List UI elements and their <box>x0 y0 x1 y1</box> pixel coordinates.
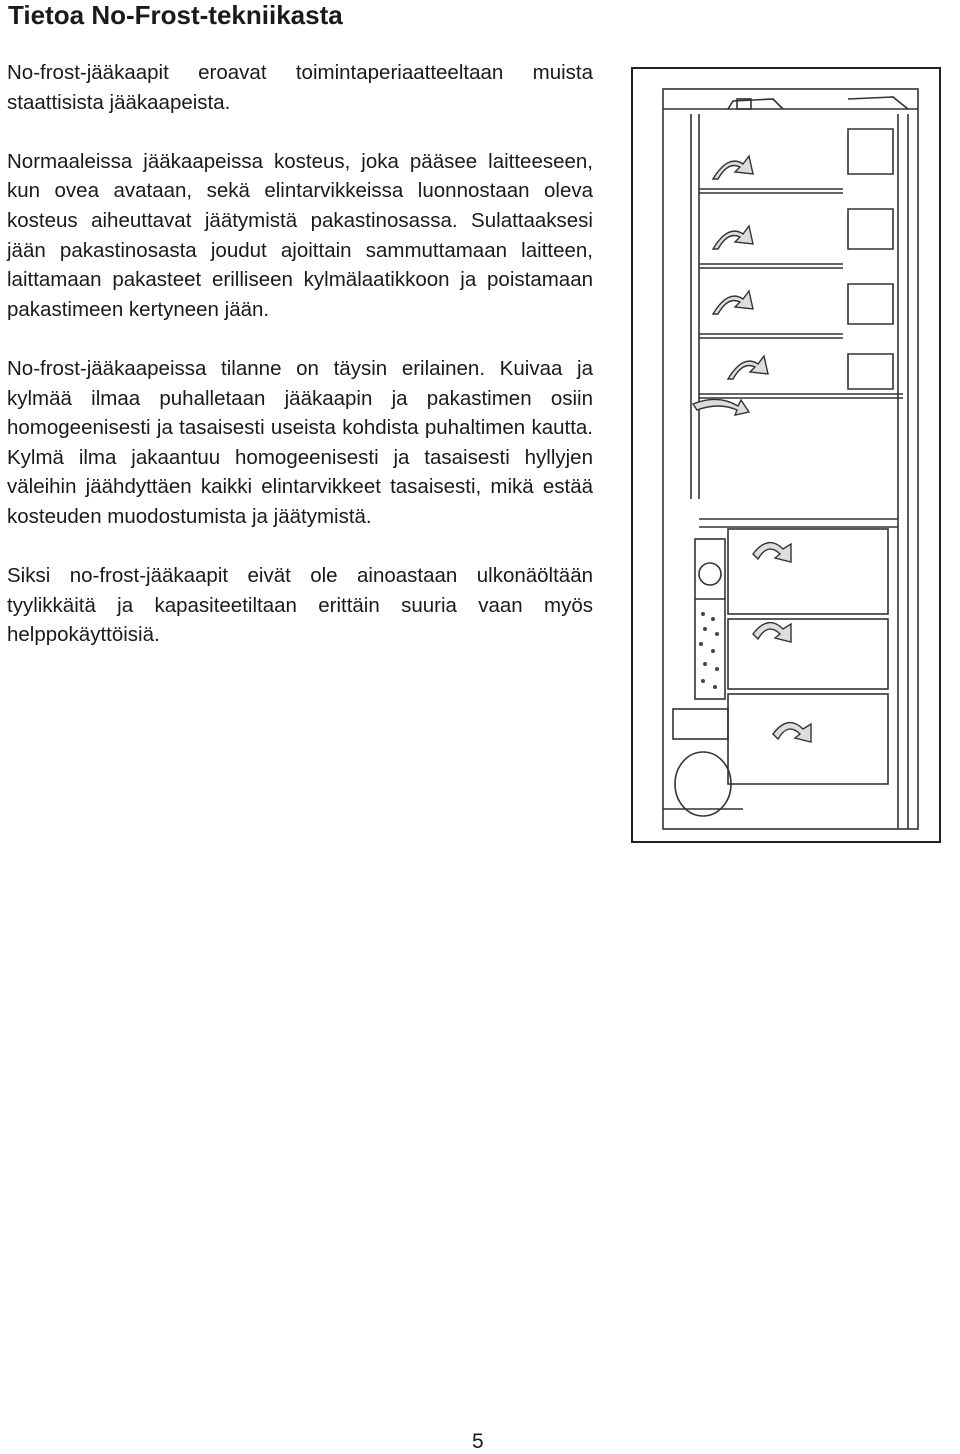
fridge-airflow-illustration <box>631 67 941 843</box>
paragraph-4: Siksi no-frost-jääkaapit eivät ole ainoastaan ulkonäöltään tyylikkäitä ja kapasiteetiltaan erittäin suuria vaan myös helppokäyttöisiä. <box>7 564 593 647</box>
paragraph-3: No-frost-jääkaapeissa tilanne on täysin erilainen. Kuivaa ja kylmää ilmaa puhalletaan jääkaapin ja pakastimen osiin homogeenisesti ja tasaisesti useista kohdista puhaltimen kautta. Kylmä ilma jakaantuu homogeenisesti ja tasaisesti hyllyjen väleihin jäähdyttäen kaikki elintarvikkeet tasaisesti, mikä estää kosteuden muodostumista ja jäätymistä. <box>7 356 593 528</box>
fridge-cross-section-drawing <box>633 69 939 841</box>
paragraph-2: Normaaleissa jääkaapeissa kosteus, joka pääsee laitteeseen, kun ovea avataan, sekä elintarvikkeissa luonnostaan oleva kosteus aiheuttavat jäätymistä pakastinosassa. Sulattaaksesi jään pakastinosasta joudut ajoittain sammuttamaan laitteen, laittamaan pakasteet erilliseen kylmälaatikkoon ja poistamaan pakastimeen kertyneen jään. <box>7 149 593 321</box>
page-number: 5 <box>472 1430 484 1453</box>
paragraph-1: No-frost-jääkaapit eroavat toimintaperiaatteeltaan muista staattisista jääkaapeista. <box>7 61 593 114</box>
body-text <box>7 58 593 679</box>
page-title: Tietoa No-Frost-tekniikasta <box>8 0 343 30</box>
